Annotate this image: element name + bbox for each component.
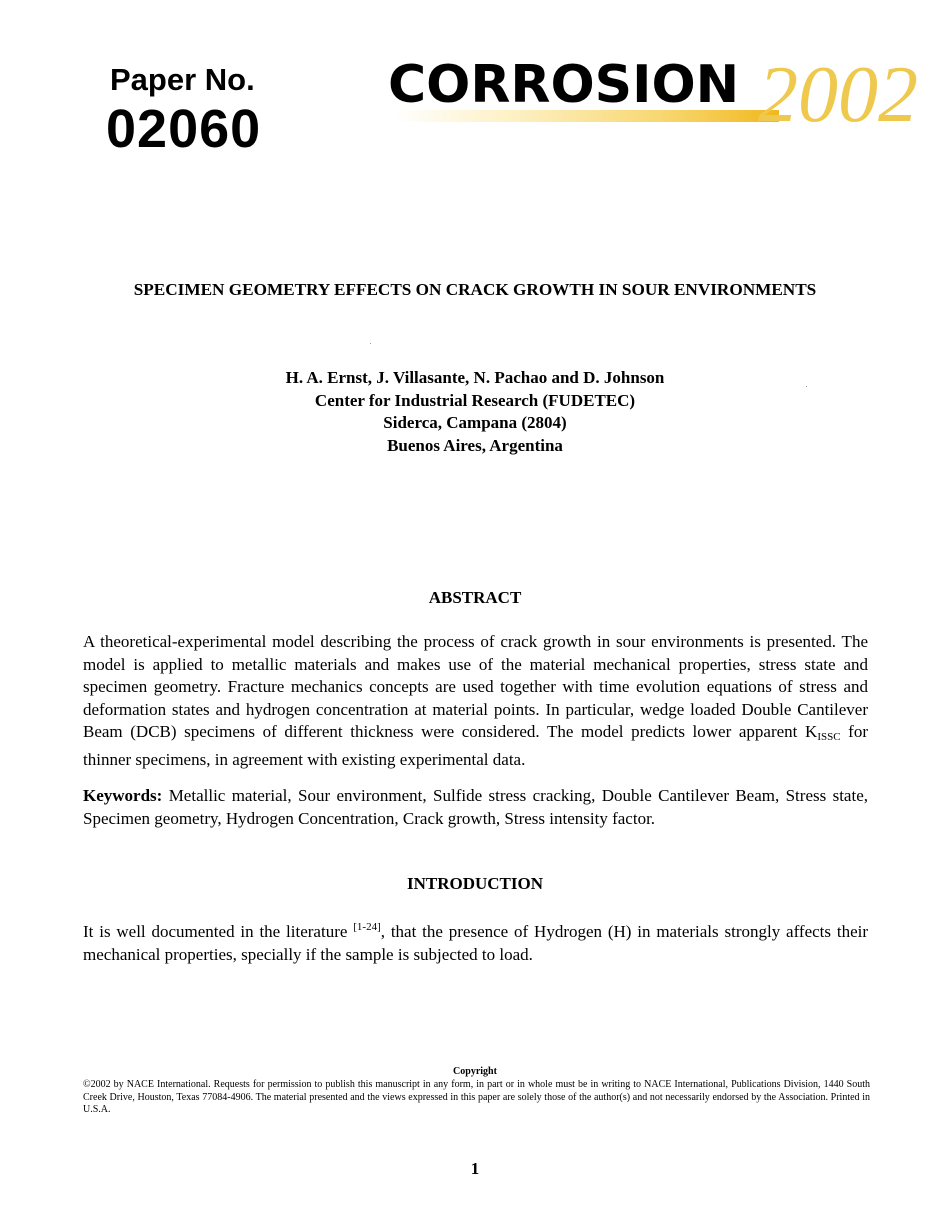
corrosion-2002-logo xyxy=(388,51,918,140)
logo-year: 2002 xyxy=(758,51,918,139)
introduction-text-part-1: It is well documented in the literature xyxy=(83,922,354,941)
abstract-subscript: ISSC xyxy=(817,731,841,743)
paper-number-label: Paper No. xyxy=(110,62,255,97)
abstract-paragraph xyxy=(83,631,868,771)
author-block xyxy=(0,367,950,457)
paper-title: SPECIMEN GEOMETRY EFFECTS ON CRACK GROWTH IN SOUR ENVIRONMENTS xyxy=(133,280,817,299)
paper-number-value: 02060 xyxy=(106,99,262,159)
introduction-text-part-2: , that the presence of Hydrogen (H) in materials strongly affects their mechanical properties, specially if the sample is subjected to load. xyxy=(83,922,869,964)
keywords-paragraph xyxy=(83,785,868,830)
introduction-paragraph xyxy=(83,916,868,966)
introduction-heading: INTRODUCTION xyxy=(406,874,544,893)
introduction-citation: [1-24] xyxy=(353,921,381,933)
keywords-label: Keywords: xyxy=(83,786,163,805)
copyright-heading: Copyright xyxy=(453,1066,497,1077)
keywords-text: Metallic material, Sour environment, Sulfide stress cracking, Double Cantilever Beam, Stress state, Specimen geometry, Hydrogen Concentration, Crack growth, Stress intensity factor. xyxy=(83,786,868,828)
author-address-line-1: Siderca, Campana (2804) xyxy=(383,413,567,432)
author-names: H. A. Ernst, J. Villasante, N. Pachao and D. Johnson xyxy=(285,368,665,387)
abstract-heading: ABSTRACT xyxy=(428,588,522,607)
logo-wordmark: CORROSION xyxy=(388,55,740,115)
author-address-line-2: Buenos Aires, Argentina xyxy=(387,435,563,455)
page-number: 1 xyxy=(470,1159,480,1178)
author-affiliation: Center for Industrial Research (FUDETEC) xyxy=(314,390,636,410)
abstract-text-part-2: for thinner specimens, in agreement with existing experimental data. xyxy=(83,722,869,769)
copyright-text: ©2002 by NACE International. Requests for permission to publish this manuscript in any form, in part or in whole must be in writing to NACE International, Publications Division, 1440 South Creek Drive, Houston, Texas 77084-4906. The material presented and the views expressed in this paper are solely those of the author(s) and not necessarily endorsed by the Association. Printed in U.S.A. xyxy=(83,1079,870,1115)
abstract-text-part-1: A theoretical-experimental model describing the process of crack growth in sour environments is presented. The model is applied to metallic materials and makes use of the material mechanical properties, stress state and specimen geometry. Fracture mechanics concepts are used together with time evolution equations of stress and deformation states and hydrogen concentration at material points. In particular, wedge loaded Double Cantilever Beam (DCB) specimens of different thickness were considered. The model predicts lower apparent K xyxy=(83,632,868,741)
speck xyxy=(370,343,371,344)
